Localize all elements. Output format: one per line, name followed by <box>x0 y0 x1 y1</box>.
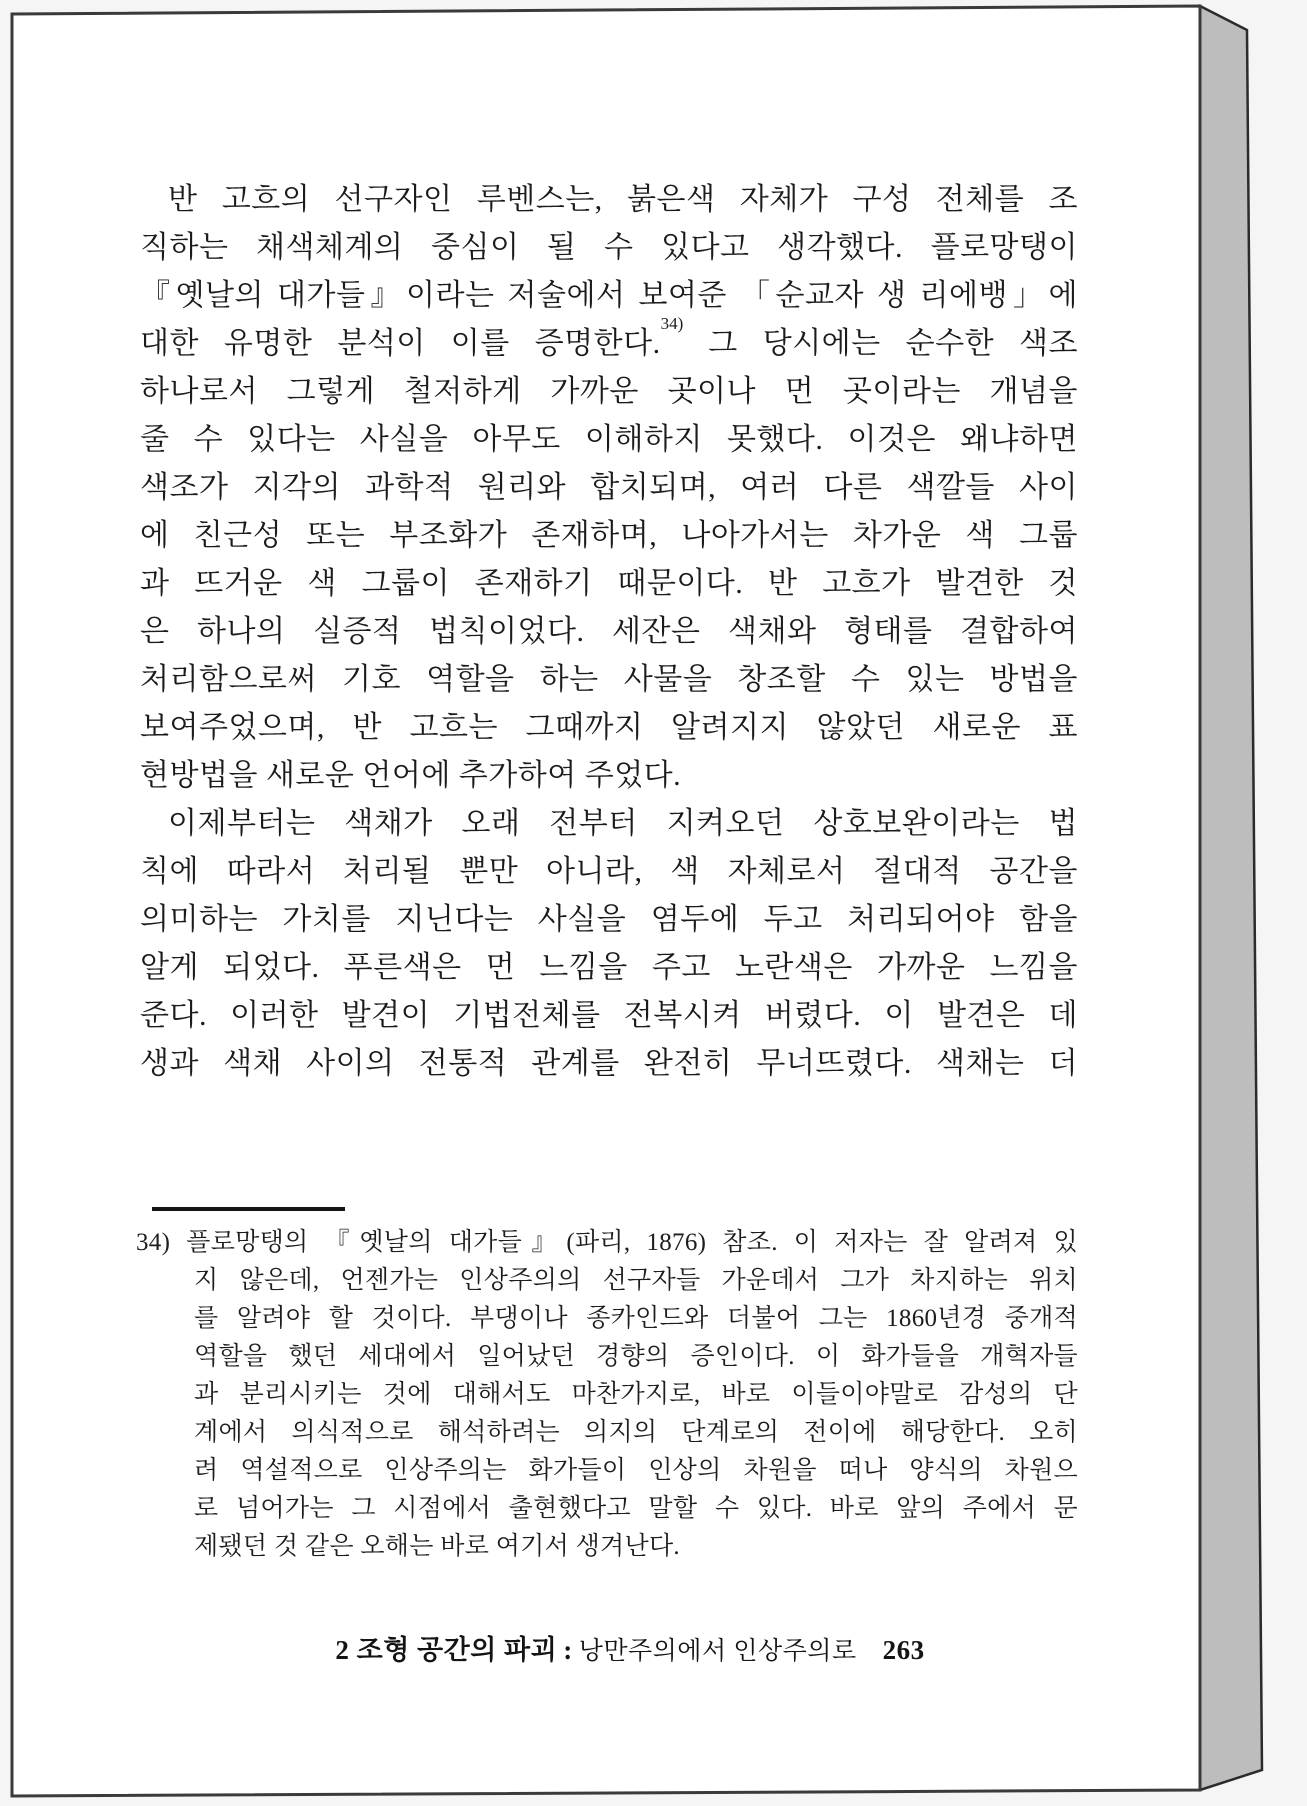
body-line: 은 하나의 실증적 법칙이었다. 세잔은 색채와 형태를 결합하여 <box>140 615 1078 648</box>
body-line: 보여주었으며, 반 고흐는 그때까지 알려지지 않았던 새로운 표 <box>140 711 1078 744</box>
body-line: 하나로서 그렇게 철저하게 가까운 곳이나 먼 곳이라는 개념을 <box>140 375 1078 408</box>
body-line <box>140 314 1078 368</box>
body-line: 줄 수 있다는 사실을 아무도 이해하지 못했다. 이것은 왜냐하면 <box>140 423 1078 456</box>
body-line-text: 그 당시에는 순수한 색조 <box>683 327 1078 360</box>
body-line: 『옛날의 대가들』이라는 저술에서 보여준 「순교자 생 리에뱅」에 <box>140 279 1078 312</box>
body-line: 색조가 지각의 과학적 원리와 합치되며, 여러 다른 색깔들 사이 <box>140 471 1078 504</box>
footnote-line: 지 않은데, 언젠가는 인상주의의 선구자들 가운데서 그가 차지하는 위치 <box>194 1267 1078 1294</box>
body-line-text: 대한 유명한 분석이 이를 증명한다. <box>140 327 661 360</box>
page-number: 263 <box>882 1635 925 1665</box>
body-line: 칙에 따라서 처리될 뿐만 아니라, 색 자체로서 절대적 공간을 <box>140 855 1078 888</box>
body-line: 준다. 이러한 발견이 기법전체를 전복시켜 버렸다. 이 발견은 데 <box>140 999 1078 1032</box>
footnote-line: 역할을 했던 세대에서 일어났던 경향의 증인이다. 이 화가들을 개혁자들 <box>194 1343 1078 1370</box>
footnote <box>136 1224 1078 1566</box>
footnote-line: 를 알려야 할 것이다. 부댕이나 종카인드와 더불어 그는 1860년경 중개적 <box>194 1305 1078 1332</box>
body-line: 알게 되었다. 푸른색은 먼 느낌을 주고 노란색은 가까운 느낌을 <box>140 951 1078 984</box>
running-footer <box>160 1628 1100 1667</box>
body-line: 이제부터는 색채가 오래 전부터 지켜오던 상호보완이라는 법 <box>168 807 1078 840</box>
footnote-line: 제됐던 것 같은 오해는 바로 여기서 생겨난다. <box>194 1533 680 1560</box>
footer-section-subtitle: 낭만주의에서 인상주의로 <box>578 1638 857 1665</box>
footnote-line: 계에서 의식적으로 해석하려는 의지의 단계로의 전이에 해당한다. 오히 <box>194 1419 1078 1446</box>
body-line: 반 고흐의 선구자인 루벤스는, 붉은색 자체가 구성 전체를 조 <box>168 183 1078 216</box>
footnote-line: 려 역설적으로 인상주의는 화가들이 인상의 차원을 떠나 양식의 차원으 <box>194 1457 1078 1484</box>
body-line: 현방법을 새로운 언어에 추가하여 주었다. <box>140 759 682 792</box>
footer-colon: : <box>563 1635 573 1665</box>
body-line: 처리함으로써 기호 역할을 하는 사물을 창조할 수 있는 방법을 <box>140 663 1078 696</box>
footnote-line: 로 넘어가는 그 시점에서 출현했다고 말할 수 있다. 바로 앞의 주에서 문 <box>194 1495 1078 1522</box>
footnote-line: 34) 플로망탱의 『옛날의 대가들』(파리, 1876) 참조. 이 저자는 잘 알려져 있 <box>136 1229 1078 1256</box>
body-line: 에 친근성 또는 부조화가 존재하며, 나아가서는 차가운 색 그룹 <box>140 519 1078 552</box>
footer-chapter-title: 2 조형 공간의 파괴 <box>335 1635 558 1665</box>
footnote-line: 과 분리시키는 것에 대해서도 마찬가지로, 바로 이들이야말로 감성의 단 <box>194 1381 1078 1408</box>
footnote-reference-mark: 34) <box>660 314 684 333</box>
body-text <box>140 176 1078 1088</box>
body-line: 의미하는 가치를 지닌다는 사실을 염두에 두고 처리되어야 함을 <box>140 903 1078 936</box>
footnote-separator <box>152 1207 345 1211</box>
body-line: 과 뜨거운 색 그룹이 존재하기 때문이다. 반 고흐가 발견한 것 <box>140 567 1078 600</box>
body-line: 생과 색채 사이의 전통적 관계를 완전히 무너뜨렸다. 색채는 더 <box>140 1047 1078 1080</box>
body-line: 직하는 채색체계의 중심이 될 수 있다고 생각했다. 플로망탱이 <box>140 231 1078 264</box>
